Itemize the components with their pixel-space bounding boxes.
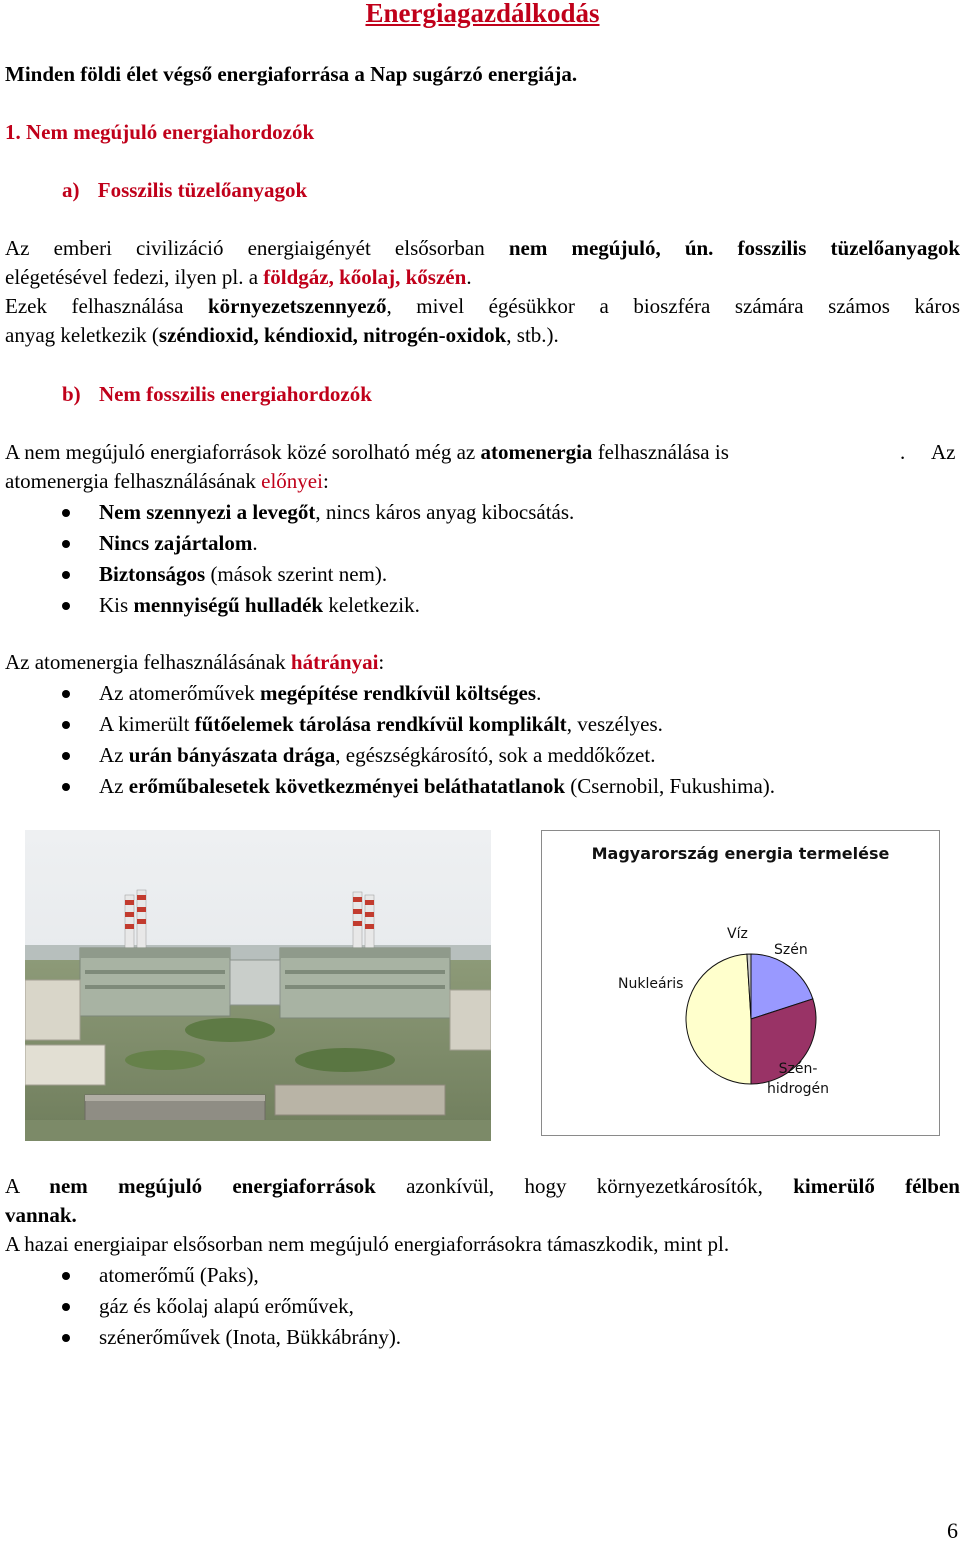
list-item (0, 710, 775, 741)
subsection-b-text: Nem fosszilis energiahordozók (98, 382, 372, 406)
bold-span: mennyiségű hulladék (133, 593, 324, 617)
bold-span: kimerülő félben (793, 1174, 960, 1198)
list-item (0, 772, 775, 803)
text-span: , nincs káros anyag kibocsátás. (315, 500, 575, 524)
text-span: Ezek felhasználása (5, 294, 208, 318)
list-item: atomerőmű (Paks), (0, 1261, 401, 1292)
list-item (0, 591, 574, 622)
text-span: azonkívül, hogy környezetkárosítók, (375, 1174, 794, 1198)
bold-span: Biztonságos (99, 562, 206, 586)
intro-line: Minden földi élet végső energiaforrása a Nap sugárzó energiája. (5, 62, 578, 86)
text-span: Az atomenergia felhasználásának (5, 650, 291, 674)
list-item (0, 679, 775, 710)
text-span: A kimerült (99, 712, 195, 736)
bold-span: környezetszennyező (208, 294, 387, 318)
list-item: gáz és kőolaj alapú erőművek, (0, 1292, 401, 1323)
paragraph-1-line-2 (5, 263, 960, 292)
pie-chart (542, 831, 939, 1135)
text-span: : (322, 469, 329, 493)
text-span: Az emberi civilizáció energiaigényét elsősorban (5, 236, 509, 260)
text-span: : (378, 650, 385, 674)
text-span: A (5, 1174, 50, 1198)
pie-label-viz: Víz (727, 926, 748, 942)
subsection-heading-b (62, 380, 960, 409)
pie-label-nuklearis: Nukleáris (618, 976, 684, 992)
text-span: , stb.). (506, 323, 559, 347)
section-heading-1: 1. Nem megújuló energiahordozók (5, 120, 315, 144)
subsection-heading-a (62, 176, 960, 205)
disadvantages-list (0, 679, 775, 803)
list-item: szénerőművek (Inota, Bükkábrány). (0, 1323, 401, 1354)
bold-span: nem megújuló, ún. fosszilis tüzelőanyagok (508, 236, 960, 260)
text-span: , mivel égésükkor a bioszféra számára számos káros (386, 294, 960, 318)
page-title: Energiagazdálkodás (365, 0, 600, 28)
text-span: Kis (99, 593, 134, 617)
bold-span: urán bányászata drága (128, 743, 336, 767)
list-item (0, 741, 775, 772)
power-plant-illustration (25, 830, 491, 1141)
bold-span: Nem szennyezi a levegőt (99, 500, 316, 524)
power-plant-photo (25, 830, 491, 1141)
paragraph-3 (5, 648, 960, 677)
bold-span: megépítése rendkívül költséges (259, 681, 537, 705)
energy-production-chart (541, 830, 940, 1136)
text-span: keletkezik. (323, 593, 420, 617)
text-span: elégetésével fedezi, ilyen pl. a (5, 265, 264, 289)
text-span: Az (99, 743, 129, 767)
text-span: anyag keletkezik ( (5, 323, 159, 347)
paragraph-4-line-3: A hazai energiaipar elsősorban nem megújuló energiaforrásokra támaszkodik, mint pl. (5, 1232, 730, 1256)
text-span: , veszélyes. (566, 712, 663, 736)
text-span: . (466, 265, 472, 289)
paragraph-4-line-2: vannak. (5, 1203, 77, 1227)
text-span: Az (99, 774, 129, 798)
subsection-a-marker: a) (62, 178, 80, 202)
text-span: . (900, 440, 906, 464)
pie-label-szen: Szén (774, 942, 808, 958)
list-item (0, 560, 574, 591)
examples-list (0, 1261, 401, 1354)
text-span: . (252, 531, 258, 555)
paragraph-1-line-4 (5, 321, 960, 350)
page-number: 6 (947, 1518, 958, 1543)
paragraph-2-line-2 (5, 467, 960, 496)
paragraph-1-line-1 (5, 234, 960, 263)
highlight-advantages: előnyei (261, 469, 323, 493)
highlight-fuels: földgáz, kőolaj, kőszén (263, 265, 467, 289)
text-span: Az (931, 440, 956, 464)
text-span: (Csernobil, Fukushima). (565, 774, 776, 798)
subsection-a-text: Fosszilis tüzelőanyagok (97, 178, 308, 202)
bold-span: Nincs zajártalom (99, 531, 253, 555)
text-span: felhasználása is (592, 440, 729, 464)
bold-span: széndioxid, kéndioxid, nitrogén-oxidok (158, 323, 507, 347)
text-span: atomenergia felhasználásának (5, 469, 262, 493)
highlight-disadvantages: hátrányai (290, 650, 379, 674)
chart-title: Magyarország energia termelése (591, 844, 890, 863)
paragraph-4-line-1 (5, 1172, 960, 1201)
bold-span: nem megújuló energiaforrások (49, 1174, 376, 1198)
pie-label-szenhidrogen: Szén- hidrogén (767, 1061, 830, 1097)
advantages-list (0, 498, 574, 622)
bold-span: erőműbalesetek következményei beláthatatlanok (128, 774, 566, 798)
paragraph-2-line-1 (5, 438, 960, 467)
text-span: (mások szerint nem). (205, 562, 388, 586)
bold-span: atomenergia (480, 440, 593, 464)
text-span: Az atomerőművek (99, 681, 260, 705)
subsection-b-marker: b) (62, 382, 81, 406)
list-item (0, 498, 574, 529)
pie-slice-nuklearis (686, 954, 751, 1084)
paragraph-1-line-3 (5, 292, 960, 321)
text-span: A nem megújuló energiaforrások közé sorolható még az (5, 440, 481, 464)
text-span: , egészségkárosító, sok a meddőkőzet. (335, 743, 656, 767)
bold-span: fűtőelemek tárolása rendkívül komplikált (194, 712, 567, 736)
text-span: . (536, 681, 542, 705)
list-item (0, 529, 574, 560)
